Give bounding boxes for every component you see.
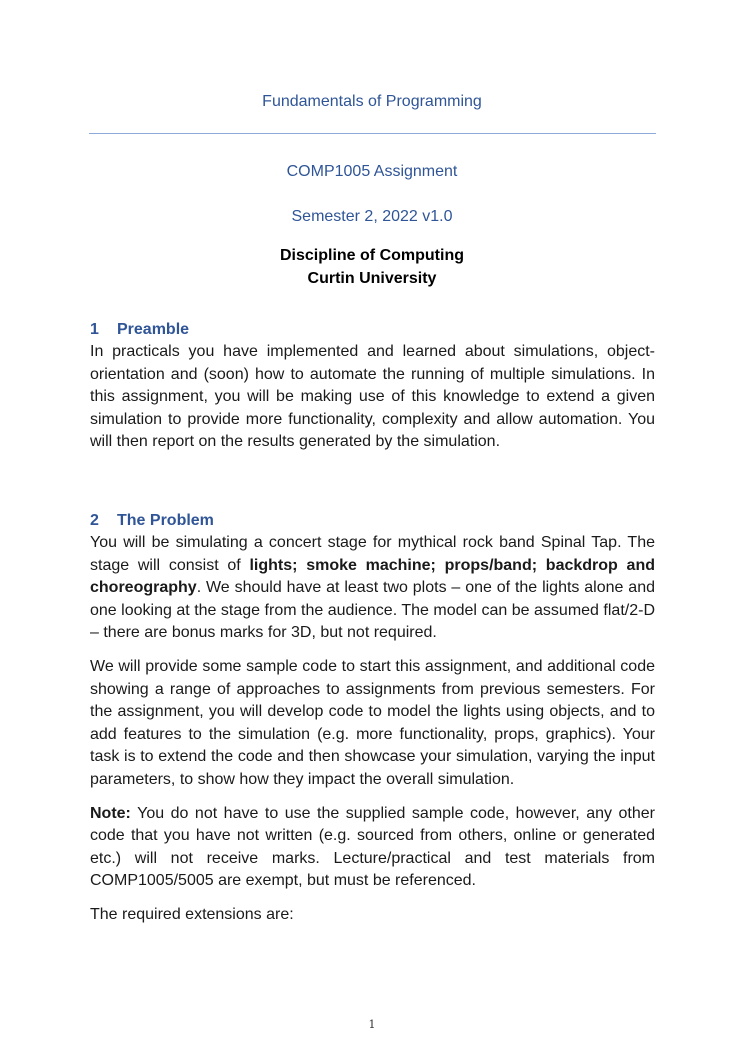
discipline-name: Discipline of Computing — [280, 247, 464, 264]
section-number: 2 — [90, 512, 99, 529]
paragraph-text: . We should have at least two plots – one of the lights alone and one looking at the stage from the audience. The model can be assumed flat/2-D – there are bonus marks for 3D, but not required. — [90, 579, 655, 642]
note-paragraph — [90, 803, 655, 893]
header-title: Fundamentals of Programming — [262, 93, 482, 110]
header-divider — [89, 133, 656, 134]
paragraph-text: You will be simulating a concert stage for mythical rock band Spinal Tap. The stage will consist of — [90, 534, 655, 574]
problem-paragraph-2: We will provide some sample code to start this assignment, and additional code showing a range of approaches to assignments from previous semesters. For the assignment, you will develop code to model the lights using objects, and to add features to the simulation (e.g. more functionality, props, graphics). Your task is to extend the code and then showcase your simulation, varying the input parameters, to show how they impact the overall simulation. — [90, 657, 655, 788]
paragraph-gap — [90, 645, 655, 656]
paragraph-gap — [90, 792, 655, 803]
section-title: Preamble — [117, 321, 190, 338]
preamble-paragraph: In practicals you have implemented and learned about simulations, object-orientation and (soon) how to automate the running of multiple simulations. In this assignment, you will be making use of this knowledge to extend a given simulation to provide more functionality, complexity and allow automation. You will then report on the results generated by the simulation. — [90, 343, 655, 451]
paragraph-bold-text: lights; smoke machine; props/band; backdrop and choreography — [90, 556, 655, 597]
extensions-intro: The required extensions are: — [90, 905, 294, 923]
problem-paragraph-1 — [90, 532, 655, 645]
paragraph-gap — [90, 893, 655, 904]
semester-version: Semester 2, 2022 v1.0 — [291, 208, 453, 225]
institution-block — [0, 244, 744, 290]
section-title: The Problem — [117, 512, 214, 529]
course-title: COMP1005 Assignment — [286, 163, 458, 180]
university-name: Curtin University — [307, 270, 437, 287]
note-label: Note: — [90, 804, 131, 822]
section-heading — [90, 319, 655, 341]
section-heading — [90, 510, 655, 532]
paragraph-text: You do not have to use the supplied sample code, however, any other code that you have not written (e.g. sourced from others, online or generated etc.) will not receive marks. Lecture/practical and test materials from COMP1005/5005 are exempt, but must be referenced. — [90, 804, 655, 890]
section-preamble — [90, 319, 655, 454]
section-the-problem — [90, 510, 655, 927]
section-number: 1 — [90, 321, 99, 338]
page-number: 1 — [368, 1018, 376, 1031]
